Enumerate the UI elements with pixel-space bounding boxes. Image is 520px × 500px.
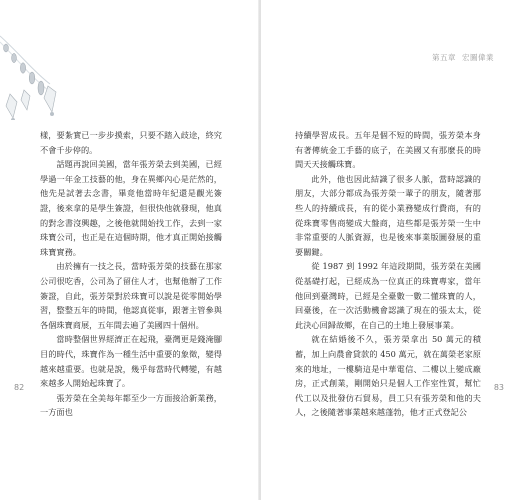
necklace-illustration — [0, 32, 82, 120]
left-page — [0, 0, 259, 500]
left-paragraph: 當時整個世界經濟正在起飛，臺灣更是錢淹腳目的時代，珠寶作為一種生活中重要的象徵，變得越來越重要。也就是說，幾乎每當時代轉變，有越來越多人開始起珠寶了。 — [40, 334, 222, 389]
left-body-text — [40, 128, 222, 420]
left-paragraph: 樣，要紮實已一步步摸索，只要不踏入歧途，終究不會千步停的。 — [40, 130, 222, 155]
running-header — [432, 52, 494, 63]
left-paragraph: 張芳榮在全美每年都至少一方面接洽新業務，一方面也 — [40, 392, 222, 418]
page-number-right: 83 — [493, 383, 504, 392]
right-paragraph: 從 1987 到 1992 年這段期間，張芳榮在美國從基礎打起，已經成為一位真正的珠寶專家，當年他回到臺灣時，已經是全臺數一數二懂珠寶的人，回臺後，在一次活動機會認識了現在的張太太，從此決心回歸故鄉，在自己的土地上發展事業。 — [295, 261, 481, 330]
right-paragraph: 持續學習成長。五年是個不短的時間，張芳榮本身有著傳統金工手藝的底子，在美國又有那麼長的時間天天接觸珠寶。 — [295, 130, 481, 170]
right-page — [261, 0, 520, 500]
chapter-number: 第五章 — [432, 53, 456, 62]
right-body-text — [295, 128, 481, 420]
left-paragraph: 由於擁有一技之長，當時張芳榮的技藝在那家公司很吃香，公司為了留住人才，也幫他辦了工作簽證，自此，張芳榮對於珠寶可以說是從零開始學習，整整五年的時間，他認真從事，跟著主管參與各個珠寶商展，五年間去遍了美國四十個州。 — [40, 261, 222, 330]
right-paragraph: 就在結婚後不久，張芳榮拿出 50 萬元的積蓄，加上向農會貸款的 450 萬元，就在萬榮老家原來的地址，一樓騎這是中華電信、二樓以上變成廠房，正式創業，剛開始只是個人工作室性質，幫忙代工以及批發仿石貿易，員工只有張芳榮和他的夫人，之後隨著事業越來越蓬勃，他才正式登記公 — [295, 334, 481, 418]
chapter-title: 宏圖偉業 — [462, 53, 494, 62]
page-number-left: 82 — [14, 383, 25, 392]
left-paragraph: 話題再說回美國，當年張芳榮去到美國，已經學過一年金工技藝的他，身在異鄉內心是茫然的，他先是試著去念書，畢竟他當時年紀還是觀光簽證，後來拿的是學生簽證，但很快他就發現，他真的對念書沒興趣，之後他就開始找工作，去到一家珠寶公司，也正是在這個時期，他才真正開始接觸珠寶實務。 — [40, 159, 222, 257]
right-paragraph: 此外，他也因此結識了很多人脈，當時認識的朋友，大部分都成為張芳榮一輩子的朋友，隨著那些人的持續成長，有的從小業務變成行費商，有的從珠寶零售商變成大盤商，這些都是張芳榮一生中非常重要的人脈資源，也是後來事業版圖發展的重要關鍵。 — [295, 173, 481, 257]
